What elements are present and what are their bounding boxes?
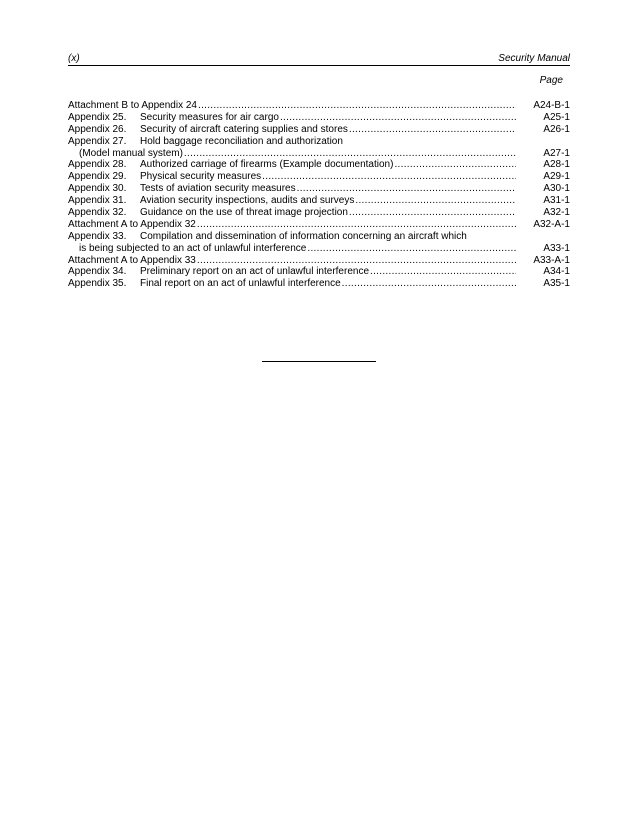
toc-entry-page: A28-1 — [543, 159, 570, 171]
toc-entry-title: Guidance on the use of threat image projection — [140, 207, 348, 219]
toc-entry-text — [68, 243, 306, 255]
toc-entry-page: A25-1 — [543, 111, 570, 123]
toc-leader-dots — [370, 266, 516, 278]
toc-entry-page: A24-B-1 — [533, 100, 570, 111]
toc-entry-page: A34-1 — [543, 266, 570, 278]
toc-leader-dots — [349, 124, 516, 136]
toc-entry-text — [68, 266, 369, 278]
running-header — [68, 50, 570, 66]
toc-entry-text — [68, 136, 343, 148]
toc-entry-page: A33-A-1 — [533, 254, 570, 266]
toc-entry-number: Appendix 34. — [68, 266, 127, 278]
toc-entry-page: A35-1 — [543, 278, 570, 290]
toc-entry-number: Appendix 30. — [68, 183, 127, 195]
toc-entry-number: Appendix 33. — [68, 230, 127, 242]
page-column-label: Page — [539, 75, 563, 86]
toc-leader-dots — [297, 183, 516, 195]
toc-entry-page: A30-1 — [543, 183, 570, 195]
toc-entry-text — [68, 219, 196, 231]
toc-entry-page: A29-1 — [543, 171, 570, 183]
toc-entry-text — [68, 207, 348, 219]
toc-entry-title: Attachment B to Appendix 24 — [68, 100, 197, 111]
toc-entry-number: Appendix 32. — [68, 207, 127, 219]
toc-entry-page: A26-1 — [543, 123, 570, 135]
toc-entry-title: Aviation security inspections, audits and surveys — [140, 195, 355, 207]
toc-entry — [68, 159, 570, 171]
toc-entry-page: A32-1 — [543, 207, 570, 219]
toc-entry-page: A31-1 — [543, 195, 570, 207]
toc-entry-text — [68, 195, 354, 207]
toc-entry-title: Attachment A to Appendix 33 — [68, 254, 196, 266]
toc-entry — [68, 124, 570, 136]
toc-leader-dots — [197, 255, 516, 267]
toc-entry — [68, 136, 570, 148]
toc-leader-dots — [349, 207, 516, 219]
toc-entry — [68, 183, 570, 195]
toc-entry-page: A32-A-1 — [533, 218, 570, 230]
toc-entry-page: A27-1 — [543, 147, 570, 159]
toc-entry-text — [68, 231, 467, 243]
toc-entry-text — [68, 159, 393, 171]
toc-leader-dots — [280, 112, 516, 124]
toc-entry — [68, 255, 570, 267]
toc-entry-title: Tests of aviation security measures — [140, 183, 296, 195]
toc-entry-title: Hold baggage reconciliation and authorization — [140, 135, 343, 147]
toc-entry — [68, 231, 570, 243]
toc-entry — [68, 207, 570, 219]
toc-leader-dots — [262, 171, 516, 183]
toc-entry — [68, 171, 570, 183]
toc-entry-title: Final report on an act of unlawful interference — [140, 278, 341, 290]
toc-entry-text — [68, 278, 341, 290]
toc-entry-text — [68, 183, 296, 195]
toc-entry — [68, 266, 570, 278]
toc-entry-number: Appendix 26. — [68, 123, 127, 135]
toc-leader-dots — [197, 219, 516, 231]
toc-entry-number: Appendix 27. — [68, 135, 127, 147]
table-of-contents — [68, 100, 570, 290]
toc-entry-title: Physical security measures — [140, 171, 262, 183]
toc-leader-dots — [198, 100, 516, 112]
toc-entry-text — [68, 255, 196, 267]
toc-entry-title: (Model manual system) — [79, 147, 183, 159]
toc-entry — [68, 278, 570, 290]
header-page-number: (x) — [68, 53, 80, 64]
header-document-title: Security Manual — [498, 53, 570, 64]
toc-entry-title: Preliminary report on an act of unlawful interference — [140, 266, 370, 278]
toc-entry — [68, 219, 570, 231]
toc-leader-dots — [342, 278, 516, 290]
toc-entry-number: Appendix 35. — [68, 278, 127, 290]
toc-leader-dots — [307, 243, 516, 255]
toc-leader-dots — [355, 195, 516, 207]
toc-entry-title: Attachment A to Appendix 32 — [68, 218, 196, 230]
toc-entry-text — [68, 100, 197, 112]
toc-leader-dots — [184, 148, 516, 160]
toc-entry-title: Authorized carriage of firearms (Example documentation) — [140, 159, 394, 171]
toc-entry-title: Security measures for air cargo — [140, 111, 279, 123]
toc-entry-number: Appendix 29. — [68, 171, 127, 183]
toc-entry-title: Compilation and dissemination of information concerning an aircraft which — [140, 230, 467, 242]
toc-entry-number: Appendix 31. — [68, 195, 127, 207]
toc-entry-text — [68, 124, 348, 136]
toc-entry — [68, 100, 570, 112]
end-of-section-rule — [262, 361, 376, 362]
toc-leader-dots — [394, 159, 516, 171]
toc-entry-title: Security of aircraft catering supplies and stores — [140, 123, 348, 135]
toc-entry-text — [68, 148, 183, 160]
toc-entry-text — [68, 171, 261, 183]
toc-entry-page: A33-1 — [543, 242, 570, 254]
toc-entry — [68, 112, 570, 124]
toc-entry-number: Appendix 28. — [68, 159, 127, 171]
toc-entry — [68, 195, 570, 207]
toc-entry-text — [68, 112, 279, 124]
toc-entry — [68, 243, 570, 255]
toc-entry-title: is being subjected to an act of unlawful interference — [79, 242, 307, 254]
toc-entry-number: Appendix 25. — [68, 111, 127, 123]
toc-entry — [68, 148, 570, 160]
